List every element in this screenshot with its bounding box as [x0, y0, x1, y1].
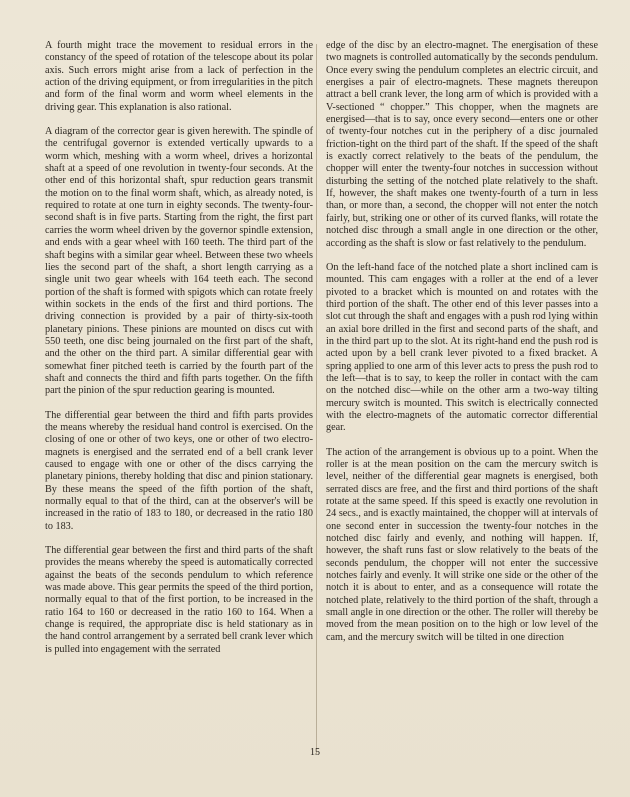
- left-paragraph-4: The differential gear between the first and third parts of the shaft provides the means whereby the speed is automatically corrected against the beats of the seconds pendulum to which reference was made above. This gear permits the speed of the third portion, normally equal to that of the first portion, to be increased in the ratio 164 to 160 or decreased in the ratio 160 to 164. When a change is required, the appropriate disc is held stationary as in the hand control arrangement by a serrated bell crank lever which is pulled into engagement with the serrated: [45, 545, 313, 655]
- left-paragraph-3: The differential gear between the third and fifth parts provides the means whereby the residual hand control is exercised. On the closing of one or other of two keys, one or other of two electro-magnets is energised and the serrated end of a bell crank lever caused to engage with one or other of the discs carrying the planetary pinions, thereby holding that disc and pinion stationary. By these means the speed of the fifth portion of the shaft, normally equal to that of the third, can at the observer's will be increased in the ratio of 183 to 180, or decreased in the ratio 180 to 183.: [45, 409, 313, 532]
- column-divider: [316, 44, 317, 754]
- left-paragraph-1: A fourth might trace the movement to residual errors in the constancy of the speed of rotation of the telescope about its polar axis. Such errors might arise from a lack of perfection in the action of the driving equipment, or from irregularities in the pitch and form of the final worm and worm wheel elements in the driving gear. This explanation is also rational.: [45, 40, 313, 113]
- right-paragraph-1: edge of the disc by an electro-magnet. The energisation of these two magnets is controlled automatically by the seconds pendulum. Once every swing the pendulum completes an electric circuit, and energises a pair of electro-magnets. These magnets thereupon attract a bell crank lever, the long arm of which is provided with a V-sectioned “ chopper.” This chopper, when the magnets are energised—that is to say, once every second—enters one or other of twenty-four notches cut in the periphery of a disc journaled friction-tight on the third part of the shaft. If the speed of the shaft is exactly correct relatively to the beats of the pendulum, the chopper will enter the twenty-four notches in succession without disturbing the setting of the notched plate relatively to the shaft. If, however, the shaft makes one twenty-fourth of a turn in less than, or more than, a second, the chopper will not enter the notch fairly, but, striking one or other of its curved flanks, will rotate the notched disc through a small angle in one direction or the other, according as the shaft is slow or fast relatively to the pendulum.: [326, 40, 598, 249]
- left-text-column: [45, 40, 313, 656]
- page-number: 15: [310, 747, 320, 758]
- right-paragraph-2: On the left-hand face of the notched plate a short inclined cam is mounted. This cam engages with a roller at the end of a lever pivoted to a bracket which is mounted on and rotates with the third portion of the shaft. The other end of this lever passes into a slot cut through the shaft and engages with a push rod lying within an axial bore drilled in the first and second parts of the shaft, and in the third part up to the slot. At its right-hand end the push rod is acted upon by a bell crank lever pivoted to a fixed bracket. A spring applied to one arm of this lever acts to press the push rod to the left—that is to say, to keep the roller in contact with the cam on the notched disc—while on the other arm a two-way tilting mercury switch is mounted. This switch is electrically connected with the electro-magnets of the automatic corrector differential gear.: [326, 261, 598, 434]
- left-paragraph-2: A diagram of the corrector gear is given herewith. The spindle of the centrifugal governor is extended vertically upwards to a worm which, meshing with a worm wheel, drives a horizontal shaft at a speed of one revolution in twenty-four seconds. At the other end of this horizontal shaft, spur reduction gears transmit the motion on to the final worm shaft, which, as already noted, is required to rotate at one turn in eighty seconds. The twenty-four-second shaft is in five parts. Starting from the right, the first part carries the worm wheel driven by the governor spindle extension, and ends with a gear wheel with 160 teeth. The third part of the shaft begins with a similar gear wheel. Between these two wheels lies the second part of the shaft, a short length carrying as a single unit two gear wheels with 164 teeth each. The second portion of the shaft is formed with spigots which can rotate freely within sockets in the ends of the first and third portions. The driving connection is provided by a pair of thirty-six-tooth planetary pinions. These pinions are mounted on discs cut with 550 teeth, one disc being journaled on the first part of the shaft, and the other on the third part. A similar differential gear with somewhat finer pitched teeth is carried by the fourth part of the shaft and connects the third and fifth parts together. On the fifth part the pinion of the spur reduction gearing is mounted.: [45, 126, 313, 397]
- right-text-column: [326, 40, 598, 644]
- right-paragraph-3: The action of the arrangement is obvious up to a point. When the roller is at the mean position on the cam the mercury switch is level, neither of the differential gear magnets is energised, both serrated discs are free, and the first and third portions of the shaft rotate at the same speed. If this speed is exactly one revolution in 24 secs., and is exactly maintained, the chopper will at intervals of one second enter in succession the twenty-four notches in the notched disc fairly and evenly, and nothing will happen. If, however, the shaft runs fast or slow relatively to the beats of the seconds pendulum, the chopper will not enter the successive notches fairly and evenly. It will strike one side or the other of the notch it is about to enter, and as a consequence will rotate the notched plate, relatively to the third portion of the shaft, through a small angle in one direction or the other. The roller will thereby be moved from the mean position on to the high or low level of the cam, and the mercury switch will be tilted in one direction: [326, 446, 598, 643]
